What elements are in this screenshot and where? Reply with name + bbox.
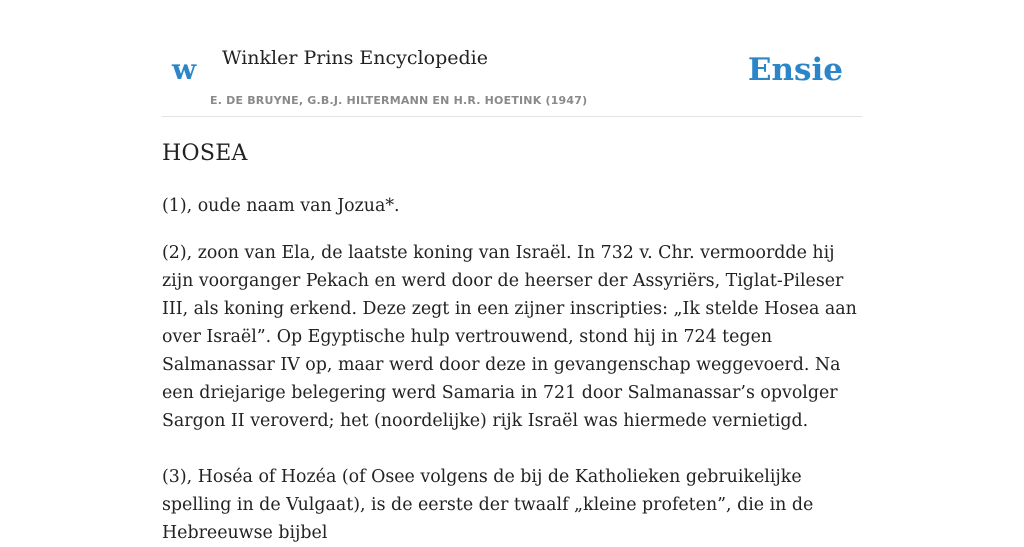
article bbox=[162, 138, 862, 547]
site-header bbox=[162, 0, 862, 117]
article-paragraph-3: (3), Hoséa of Hozéa (of Osee volgens de bij de Katholieken gebruikelijke spelling in de Vulgaat), is de eerste der twaalf „kleine profeten”, die in de Hebreeuwse bijbel bbox=[162, 467, 814, 543]
site-title[interactable]: Winkler Prins Encyclopedie bbox=[222, 47, 488, 69]
source-authors: E. DE BRUYNE, G.B.J. HILTERMANN EN H.R. HOETINK (1947) bbox=[210, 94, 588, 107]
ensie-brand-link[interactable]: Ensie bbox=[747, 52, 843, 88]
article-title: HOSEA bbox=[162, 141, 248, 166]
article-paragraph-2: (2), zoon van Ela, de laatste koning van Israël. In 732 v. Chr. vermoordde hij zijn voorganger Pekach en werd door de heerser der Assyriërs, Tiglat-Pileser III, als koning erkend. Deze zegt in een zijner inscripties: „Ik stelde Hosea aan over Israël”. Op Egyptische hulp vertrouwend, stond hij in 724 tegen Salmanassar IV op, maar werd door deze in gevangenschap weggevoerd. Na een driejarige belegering werd Samaria in 721 door Salmanassar’s opvolger Sargon II veroverd; het (noordelijke) rijk Israël was hiermede vernietigd. bbox=[162, 243, 857, 431]
article-paragraph-1: (1), oude naam van Jozua*. bbox=[162, 196, 400, 216]
site-logo-link[interactable]: w bbox=[172, 53, 197, 86]
